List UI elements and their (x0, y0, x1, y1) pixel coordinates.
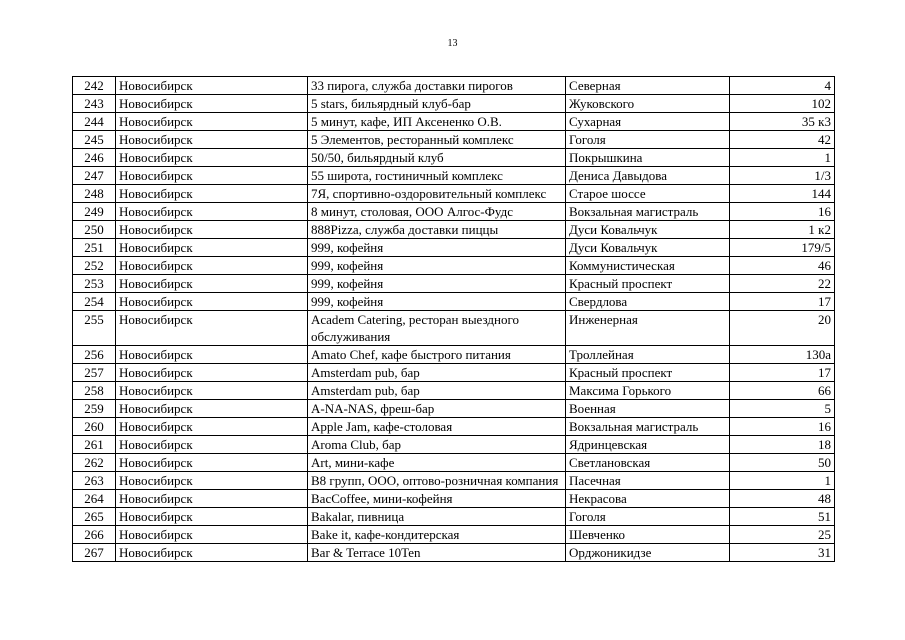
house-number-cell: 4 (730, 77, 835, 95)
house-number-cell: 50 (730, 454, 835, 472)
house-number-cell: 31 (730, 544, 835, 562)
house-number-cell: 16 (730, 203, 835, 221)
house-number-cell: 22 (730, 275, 835, 293)
house-number-cell: 179/5 (730, 239, 835, 257)
row-number-cell: 256 (73, 346, 116, 364)
establishment-name-cell: 8 минут, столовая, ООО Алгос-Фудс (308, 203, 566, 221)
row-number-cell: 244 (73, 113, 116, 131)
row-number-cell: 266 (73, 526, 116, 544)
table-row (73, 526, 835, 544)
row-number-cell: 250 (73, 221, 116, 239)
city-cell: Новосибирск (116, 275, 308, 293)
house-number-cell: 17 (730, 364, 835, 382)
establishment-name-cell: 33 пирога, служба доставки пирогов (308, 77, 566, 95)
street-cell: Дениса Давыдова (566, 167, 730, 185)
table-row (73, 544, 835, 562)
city-cell: Новосибирск (116, 221, 308, 239)
street-cell: Коммунистическая (566, 257, 730, 275)
row-number-cell: 247 (73, 167, 116, 185)
establishment-name-cell: Aroma Club, бар (308, 436, 566, 454)
street-cell: Старое шоссе (566, 185, 730, 203)
table-row (73, 77, 835, 95)
house-number-cell: 25 (730, 526, 835, 544)
table-row (73, 293, 835, 311)
table-row (73, 311, 835, 346)
establishment-name-cell: Amsterdam pub, бар (308, 382, 566, 400)
city-cell: Новосибирск (116, 400, 308, 418)
establishment-name-cell: Bar & Terrace 10Ten (308, 544, 566, 562)
table-row (73, 167, 835, 185)
street-cell: Пасечная (566, 472, 730, 490)
street-cell: Гоголя (566, 131, 730, 149)
house-number-cell: 1 (730, 472, 835, 490)
row-number-cell: 262 (73, 454, 116, 472)
house-number-cell: 46 (730, 257, 835, 275)
street-cell: Инженерная (566, 311, 730, 346)
city-cell: Новосибирск (116, 77, 308, 95)
city-cell: Новосибирск (116, 311, 308, 346)
establishment-name-cell: Amsterdam pub, бар (308, 364, 566, 382)
row-number-cell: 260 (73, 418, 116, 436)
street-cell: Дуси Ковальчук (566, 221, 730, 239)
street-cell: Шевченко (566, 526, 730, 544)
table-row (73, 364, 835, 382)
row-number-cell: 259 (73, 400, 116, 418)
street-cell: Максима Горького (566, 382, 730, 400)
establishment-name-cell: 999, кофейня (308, 239, 566, 257)
city-cell: Новосибирск (116, 472, 308, 490)
table-row (73, 203, 835, 221)
house-number-cell: 1/3 (730, 167, 835, 185)
row-number-cell: 246 (73, 149, 116, 167)
establishment-name-cell: 999, кофейня (308, 293, 566, 311)
house-number-cell: 42 (730, 131, 835, 149)
establishment-name-cell: Academ Catering, ресторан выездного обслуживания (308, 311, 566, 346)
house-number-cell: 18 (730, 436, 835, 454)
city-cell: Новосибирск (116, 113, 308, 131)
street-cell: Вокзальная магистраль (566, 203, 730, 221)
city-cell: Новосибирск (116, 95, 308, 113)
establishment-name-cell: Art, мини-кафе (308, 454, 566, 472)
house-number-cell: 17 (730, 293, 835, 311)
city-cell: Новосибирск (116, 454, 308, 472)
street-cell: Светлановская (566, 454, 730, 472)
table-row (73, 490, 835, 508)
establishment-name-cell: A-NA-NAS, фреш-бар (308, 400, 566, 418)
table-row (73, 95, 835, 113)
establishment-name-cell: BacCoffee, мини-кофейня (308, 490, 566, 508)
house-number-cell: 1 к2 (730, 221, 835, 239)
establishment-name-cell: Bakalar, пивница (308, 508, 566, 526)
city-cell: Новосибирск (116, 167, 308, 185)
row-number-cell: 248 (73, 185, 116, 203)
street-cell: Гоголя (566, 508, 730, 526)
table-row (73, 454, 835, 472)
table-row (73, 239, 835, 257)
table-row (73, 418, 835, 436)
table-row (73, 400, 835, 418)
city-cell: Новосибирск (116, 131, 308, 149)
house-number-cell: 48 (730, 490, 835, 508)
establishment-name-cell: Amato Chef, кафе быстрого питания (308, 346, 566, 364)
table-row (73, 149, 835, 167)
page-number: 13 (447, 38, 458, 49)
establishments-table (72, 76, 835, 562)
house-number-cell: 51 (730, 508, 835, 526)
street-cell: Троллейная (566, 346, 730, 364)
table-row (73, 382, 835, 400)
city-cell: Новосибирск (116, 203, 308, 221)
house-number-cell: 66 (730, 382, 835, 400)
row-number-cell: 261 (73, 436, 116, 454)
city-cell: Новосибирск (116, 293, 308, 311)
table-row (73, 472, 835, 490)
table-row (73, 113, 835, 131)
street-cell: Военная (566, 400, 730, 418)
table-row (73, 185, 835, 203)
street-cell: Орджоникидзе (566, 544, 730, 562)
establishment-name-cell: Bake it, кафе-кондитерская (308, 526, 566, 544)
row-number-cell: 255 (73, 311, 116, 346)
city-cell: Новосибирск (116, 185, 308, 203)
city-cell: Новосибирск (116, 544, 308, 562)
establishment-name-cell: 50/50, бильярдный клуб (308, 149, 566, 167)
row-number-cell: 265 (73, 508, 116, 526)
street-cell: Свердлова (566, 293, 730, 311)
house-number-cell: 130а (730, 346, 835, 364)
street-cell: Красный проспект (566, 364, 730, 382)
city-cell: Новосибирск (116, 257, 308, 275)
row-number-cell: 249 (73, 203, 116, 221)
row-number-cell: 242 (73, 77, 116, 95)
establishment-name-cell: 888Pizza, служба доставки пиццы (308, 221, 566, 239)
row-number-cell: 245 (73, 131, 116, 149)
row-number-cell: 252 (73, 257, 116, 275)
street-cell: Ядринцевская (566, 436, 730, 454)
street-cell: Вокзальная магистраль (566, 418, 730, 436)
establishment-name-cell: B8 групп, ООО, оптово-розничная компания (308, 472, 566, 490)
row-number-cell: 253 (73, 275, 116, 293)
city-cell: Новосибирск (116, 490, 308, 508)
table-row (73, 257, 835, 275)
table-row (73, 436, 835, 454)
table-row (73, 221, 835, 239)
house-number-cell: 35 к3 (730, 113, 835, 131)
city-cell: Новосибирск (116, 382, 308, 400)
row-number-cell: 243 (73, 95, 116, 113)
street-cell: Некрасова (566, 490, 730, 508)
city-cell: Новосибирск (116, 364, 308, 382)
establishment-name-cell: 999, кофейня (308, 257, 566, 275)
row-number-cell: 264 (73, 490, 116, 508)
table-row (73, 131, 835, 149)
house-number-cell: 20 (730, 311, 835, 346)
row-number-cell: 251 (73, 239, 116, 257)
table-row (73, 275, 835, 293)
establishment-name-cell: 5 stars, бильярдный клуб-бар (308, 95, 566, 113)
city-cell: Новосибирск (116, 526, 308, 544)
establishment-name-cell: 55 широта, гостиничный комплекс (308, 167, 566, 185)
street-cell: Жуковского (566, 95, 730, 113)
city-cell: Новосибирск (116, 239, 308, 257)
establishment-name-cell: 7Я, спортивно-оздоровительный комплекс (308, 185, 566, 203)
row-number-cell: 254 (73, 293, 116, 311)
street-cell: Сухарная (566, 113, 730, 131)
city-cell: Новосибирск (116, 418, 308, 436)
table-row (73, 346, 835, 364)
house-number-cell: 102 (730, 95, 835, 113)
row-number-cell: 263 (73, 472, 116, 490)
house-number-cell: 5 (730, 400, 835, 418)
city-cell: Новосибирск (116, 346, 308, 364)
establishment-name-cell: 999, кофейня (308, 275, 566, 293)
city-cell: Новосибирск (116, 436, 308, 454)
house-number-cell: 1 (730, 149, 835, 167)
table-row (73, 508, 835, 526)
establishment-name-cell: 5 минут, кафе, ИП Аксененко О.В. (308, 113, 566, 131)
house-number-cell: 144 (730, 185, 835, 203)
street-cell: Дуси Ковальчук (566, 239, 730, 257)
street-cell: Красный проспект (566, 275, 730, 293)
establishment-name-cell: Apple Jam, кафе-столовая (308, 418, 566, 436)
street-cell: Северная (566, 77, 730, 95)
city-cell: Новосибирск (116, 149, 308, 167)
row-number-cell: 258 (73, 382, 116, 400)
row-number-cell: 267 (73, 544, 116, 562)
house-number-cell: 16 (730, 418, 835, 436)
establishment-name-cell: 5 Элементов, ресторанный комплекс (308, 131, 566, 149)
street-cell: Покрышкина (566, 149, 730, 167)
row-number-cell: 257 (73, 364, 116, 382)
table-body (73, 77, 835, 562)
city-cell: Новосибирск (116, 508, 308, 526)
